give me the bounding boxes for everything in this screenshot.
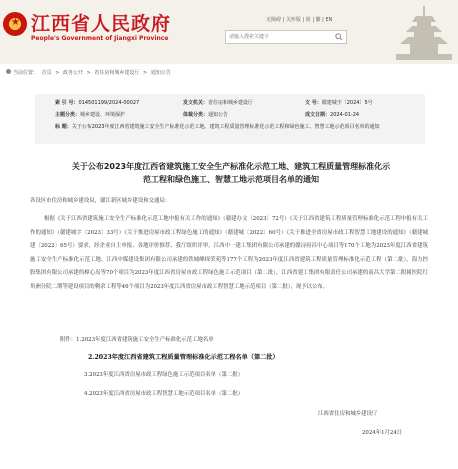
category-value: 城乡建设、环境保护 <box>80 112 126 118</box>
top-links[interactable]: 无障碍 | 关怀版 | 简 | 繁 | EN <box>266 17 333 23</box>
attachment-2[interactable]: 2.2023年度江西省建筑工程质量管理标准化示范工程名单（第二批） <box>88 354 279 361</box>
search-icon <box>335 33 343 41</box>
breadcrumb-home[interactable]: 首页 <box>41 70 52 76</box>
attachment-4[interactable]: 4.2023年度江西省房屋市政工程智慧工地示范项目名单（第二批） <box>84 391 244 397</box>
signature-date: 2024年1月24日 <box>362 430 403 436</box>
subject-label: 标 题： <box>55 124 72 130</box>
docno-value: 赣建城字〔2024〕5号 <box>321 100 373 106</box>
location-icon <box>6 69 11 74</box>
issuer-label: 发文机关： <box>183 100 209 106</box>
form-value: 通知公告 <box>208 112 229 118</box>
index-value: 014501199/2024-00027 <box>78 100 140 106</box>
breadcrumb-separator: > <box>86 70 91 76</box>
attachment-1[interactable]: 附件：1.2023年度江西省建筑施工安全生产标准化示范工地名单 <box>60 337 214 343</box>
signature-org: 江西省住房和城乡建设厅 <box>318 411 378 417</box>
form-label: 体裁分类： <box>183 112 209 118</box>
search-box <box>225 30 347 44</box>
date-value: 2024-01-24 <box>330 112 360 118</box>
attachment-3[interactable]: 3.2023年度江西省房屋市政工程绿色施工示范项目名单（第二批） <box>84 372 244 378</box>
breadcrumb-department[interactable]: 省住房和城乡建设厅 <box>94 70 140 76</box>
body-paragraph: 根据《关于江西省建筑施工安全生产标准化示范工地申报有关工作的通知》（赣建办文〔2023〕72号）《关于江西省建筑工程质量管理标准化示范工程申报有关工作的通知》（赣建城字〔2023〕33号）《关于推进房屋市政工程绿色施工的通知》（赣建城〔2022〕60号）《关于推进全省房屋市政工程智慧工地建设的通知》（赣建城建〔2022〕65号）要求，经企业自主申报、各地评价推荐、我厅组织评审，江西中一建工集团有限公司承建的赣浔府昌中心项目等170个工地为2023年度江西省建筑施工安全生产标准化示范工地、江西中煤建设集团有限公司承建的铁城峰探荣苑等177个工程为2023年度江西省建筑工程质量管理标准化示范工程（第二批），海力控股集团有限公司承建的樟心岛等70个项目为2023年度江西省房屋市政工程绿色施工示范项目（第二批），江西省建工集团有限责任公司承建的南昌大学第二附属医院红角洲分院二期等建设项目的剩余工程等46个项目为2023年度江西省房屋市政工程智慧工地示范项目（第二批），现予以公布。 <box>30 216 428 290</box>
issuer-value: 省住房和城乡建设厅 <box>208 100 254 106</box>
site-title[interactable]: 江西省人民政府 <box>31 13 172 35</box>
site-subtitle: People's Government of Jiangxi Province <box>31 35 169 42</box>
title-line-2: 范工程和绿色施工、智慧工地示范项目名单的通知 <box>143 175 319 184</box>
site-header <box>0 0 458 64</box>
date-label: 成文日期： <box>305 112 331 118</box>
national-emblem-icon: ★ <box>3 12 27 36</box>
search-button[interactable] <box>332 31 346 43</box>
breadcrumb-prefix: 当前位置： <box>13 70 39 76</box>
breadcrumb <box>0 66 458 78</box>
docno-label: 文 号： <box>305 100 322 106</box>
document-metadata <box>35 94 425 144</box>
category-label: 主题分类： <box>55 112 81 118</box>
document-title <box>16 160 446 186</box>
index-label: 索 引 号： <box>55 100 79 106</box>
pavilion-illustration <box>392 2 456 62</box>
salutation: 各设区市住房和城乡建设局，赣江新区城乡建设和交通局： <box>30 198 171 204</box>
title-line-1: 关于公布2023年度江西省建筑施工安全生产标准化示范工地、建筑工程质量管理标准化示 <box>71 162 391 171</box>
breadcrumb-notices[interactable]: 通知公告 <box>150 70 171 76</box>
breadcrumb-gov-affairs[interactable]: 政务公开 <box>63 70 84 76</box>
breadcrumb-separator: > <box>55 70 60 76</box>
breadcrumb-separator: > <box>143 70 148 76</box>
subject-value: 关于公布2023年度江西省建筑施工安全生产标准化示范工地、建筑工程质量管理标准化示范工程和绿色施工、智慧工地示范项目名单的通知 <box>71 124 380 130</box>
search-input[interactable] <box>226 31 330 43</box>
